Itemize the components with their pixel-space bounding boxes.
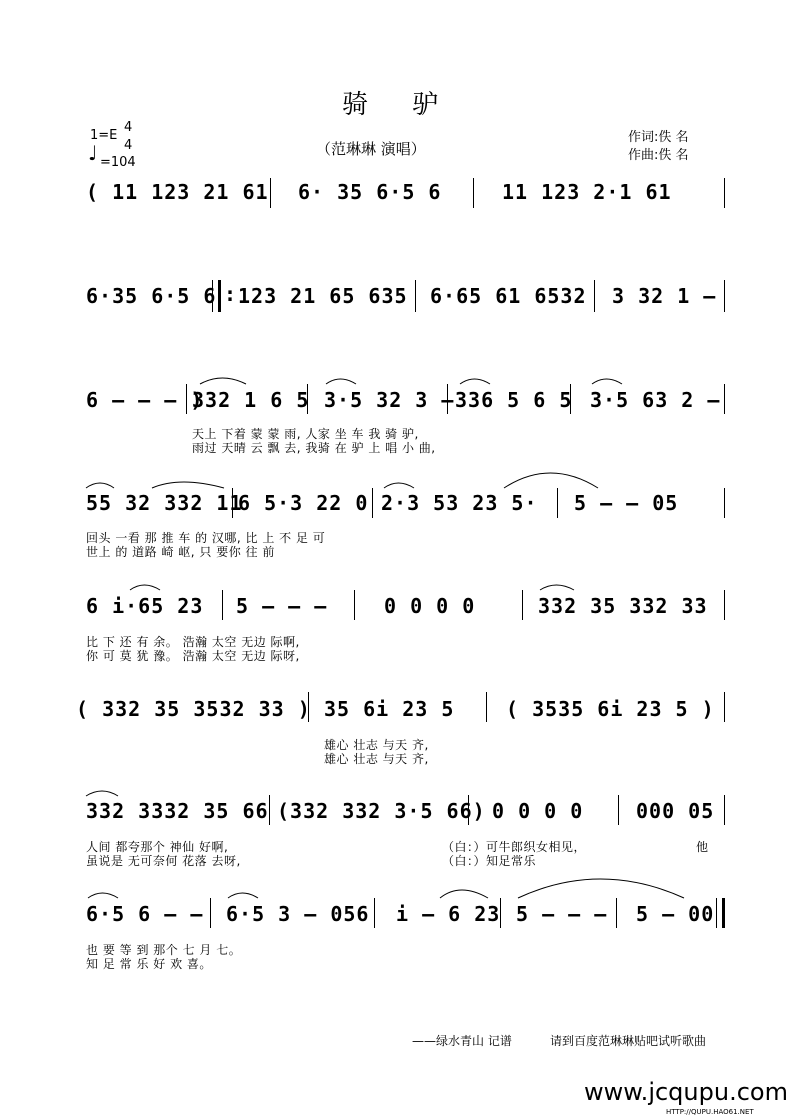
- measure: ( 3535 6i 23 5 ): [506, 697, 715, 721]
- measure: 6·5 3 – 056: [226, 902, 370, 926]
- slur: [592, 379, 622, 384]
- measure: 6· 35 6·5 6: [298, 180, 442, 204]
- measure: 6 i·65 23: [86, 594, 204, 618]
- measure: 3·5 32 3 –: [324, 388, 455, 412]
- lyric-line-2: 雨过 天晴 云 飘 去, 我骑 在 驴 上 唱 小 曲,: [192, 441, 436, 455]
- repeat-dots: :: [224, 282, 238, 306]
- measure: 0 0 0 0: [384, 594, 476, 618]
- lyric-line-1: 人间 都夸那个 神仙 好啊,: [86, 840, 229, 854]
- measure: 6·65 61 6532: [430, 284, 587, 308]
- measure: (332 332 3·5 66): [277, 799, 486, 823]
- slur: [152, 482, 224, 488]
- measure: 336 5 6 5: [455, 388, 573, 412]
- slur: [384, 483, 414, 488]
- measure: i – 6 23: [396, 902, 501, 926]
- spoken-line-1: （白：）可牛郎织女相见，: [442, 840, 587, 854]
- slur: [540, 585, 574, 590]
- lyric-line-2: 你 可 莫 犹 豫。 浩瀚 太空 无边 际呀,: [86, 649, 300, 663]
- quarter-note-icon: ♩: [88, 141, 98, 165]
- spoken-line-2: （白：）知足常乐: [442, 854, 537, 868]
- measure: 6·35 6·5 6: [86, 284, 217, 308]
- lyric-line-1: 比 下 还 有 余。 浩瀚 太空 无边 际啊,: [86, 635, 300, 649]
- measure: 3 32 1 –: [612, 284, 717, 308]
- lyric-line-1: 雄心 壮志 与天 齐,: [324, 738, 429, 752]
- measure: 6·5 6 – –: [86, 902, 204, 926]
- measure: 5 – – 05: [574, 491, 679, 515]
- measure: 332 1 6 5: [192, 388, 310, 412]
- lyric-end: 他: [696, 840, 709, 854]
- key-signature: 1=E: [90, 128, 118, 143]
- measure: 11 123 2·1 61: [502, 180, 672, 204]
- lyric-line-1: 也 要 等 到 那个 七 月 七。: [86, 943, 242, 957]
- lyric-line-2: 世上 的 道路 崎 岖, 只 要你 往 前: [86, 545, 275, 559]
- measure: 5 – – –: [516, 902, 608, 926]
- measure: 5 – – –: [236, 594, 328, 618]
- song-title: 骑 驴: [342, 90, 457, 120]
- measure: 0 0 0 0: [492, 799, 584, 823]
- measure: 3·5 63 2 –: [590, 388, 721, 412]
- slur: [88, 893, 118, 898]
- slur: [460, 379, 490, 384]
- lyric-line-1: 回头 一看 那 推 车 的 汉哪, 比 上 不 足 可: [86, 531, 326, 545]
- measure: 000 05: [636, 799, 715, 823]
- measure: 35 6i 23 5: [324, 697, 455, 721]
- measure: 5 – 00: [636, 902, 715, 926]
- measure: 6 – – – ): [86, 388, 204, 412]
- slur: [86, 791, 118, 796]
- singer-credit: （范琳琳 演唱）: [316, 140, 426, 158]
- composer-credit: 作曲:佚 名: [628, 148, 689, 163]
- lyric-line-1: 天上 下着 蒙 蒙 雨, 人家 坐 车 我 骑 驴,: [192, 427, 419, 441]
- slur: [518, 879, 684, 898]
- measure: 2·3 53 23 5·: [381, 491, 538, 515]
- slur: [326, 379, 356, 384]
- time-signature-top: 4: [124, 120, 133, 135]
- time-signature-bottom: 4: [124, 138, 133, 153]
- tempo-mark: =104: [100, 155, 136, 170]
- measure: 55 32 332 11: [86, 491, 243, 515]
- lyric-line-2: 知 足 常 乐 好 欢 喜。: [86, 957, 212, 971]
- measure: 332 35 332 33: [538, 594, 708, 618]
- measure: ( 332 35 3532 33 ): [76, 697, 311, 721]
- slur: [440, 890, 488, 898]
- lyric-line-2: 虽说是 无可奈何 花落 去呀,: [86, 854, 241, 868]
- slur: [86, 483, 114, 488]
- lyricist-credit: 作词:佚 名: [628, 130, 689, 145]
- slur: [504, 473, 598, 488]
- listen-note: 请到百度范琳琳贴吧试听歌曲: [550, 1034, 707, 1048]
- slur: [228, 893, 258, 898]
- measure: 332 3332 35 66: [86, 799, 269, 823]
- measure: 6 5·3 22 0: [238, 491, 369, 515]
- measure: ( 11 123 21 61: [86, 180, 269, 204]
- slur: [130, 585, 160, 590]
- measure: 123 21 65 635: [238, 284, 408, 308]
- lyric-line-2: 雄心 壮志 与天 齐,: [324, 752, 429, 766]
- site-watermark: www.jcqupu.com: [584, 1078, 788, 1106]
- transcriber-credit: ——绿水青山 记谱: [412, 1034, 512, 1048]
- slur: [200, 378, 246, 384]
- site-watermark-small: HTTP://QUPU.HAO61.NET: [666, 1108, 754, 1116]
